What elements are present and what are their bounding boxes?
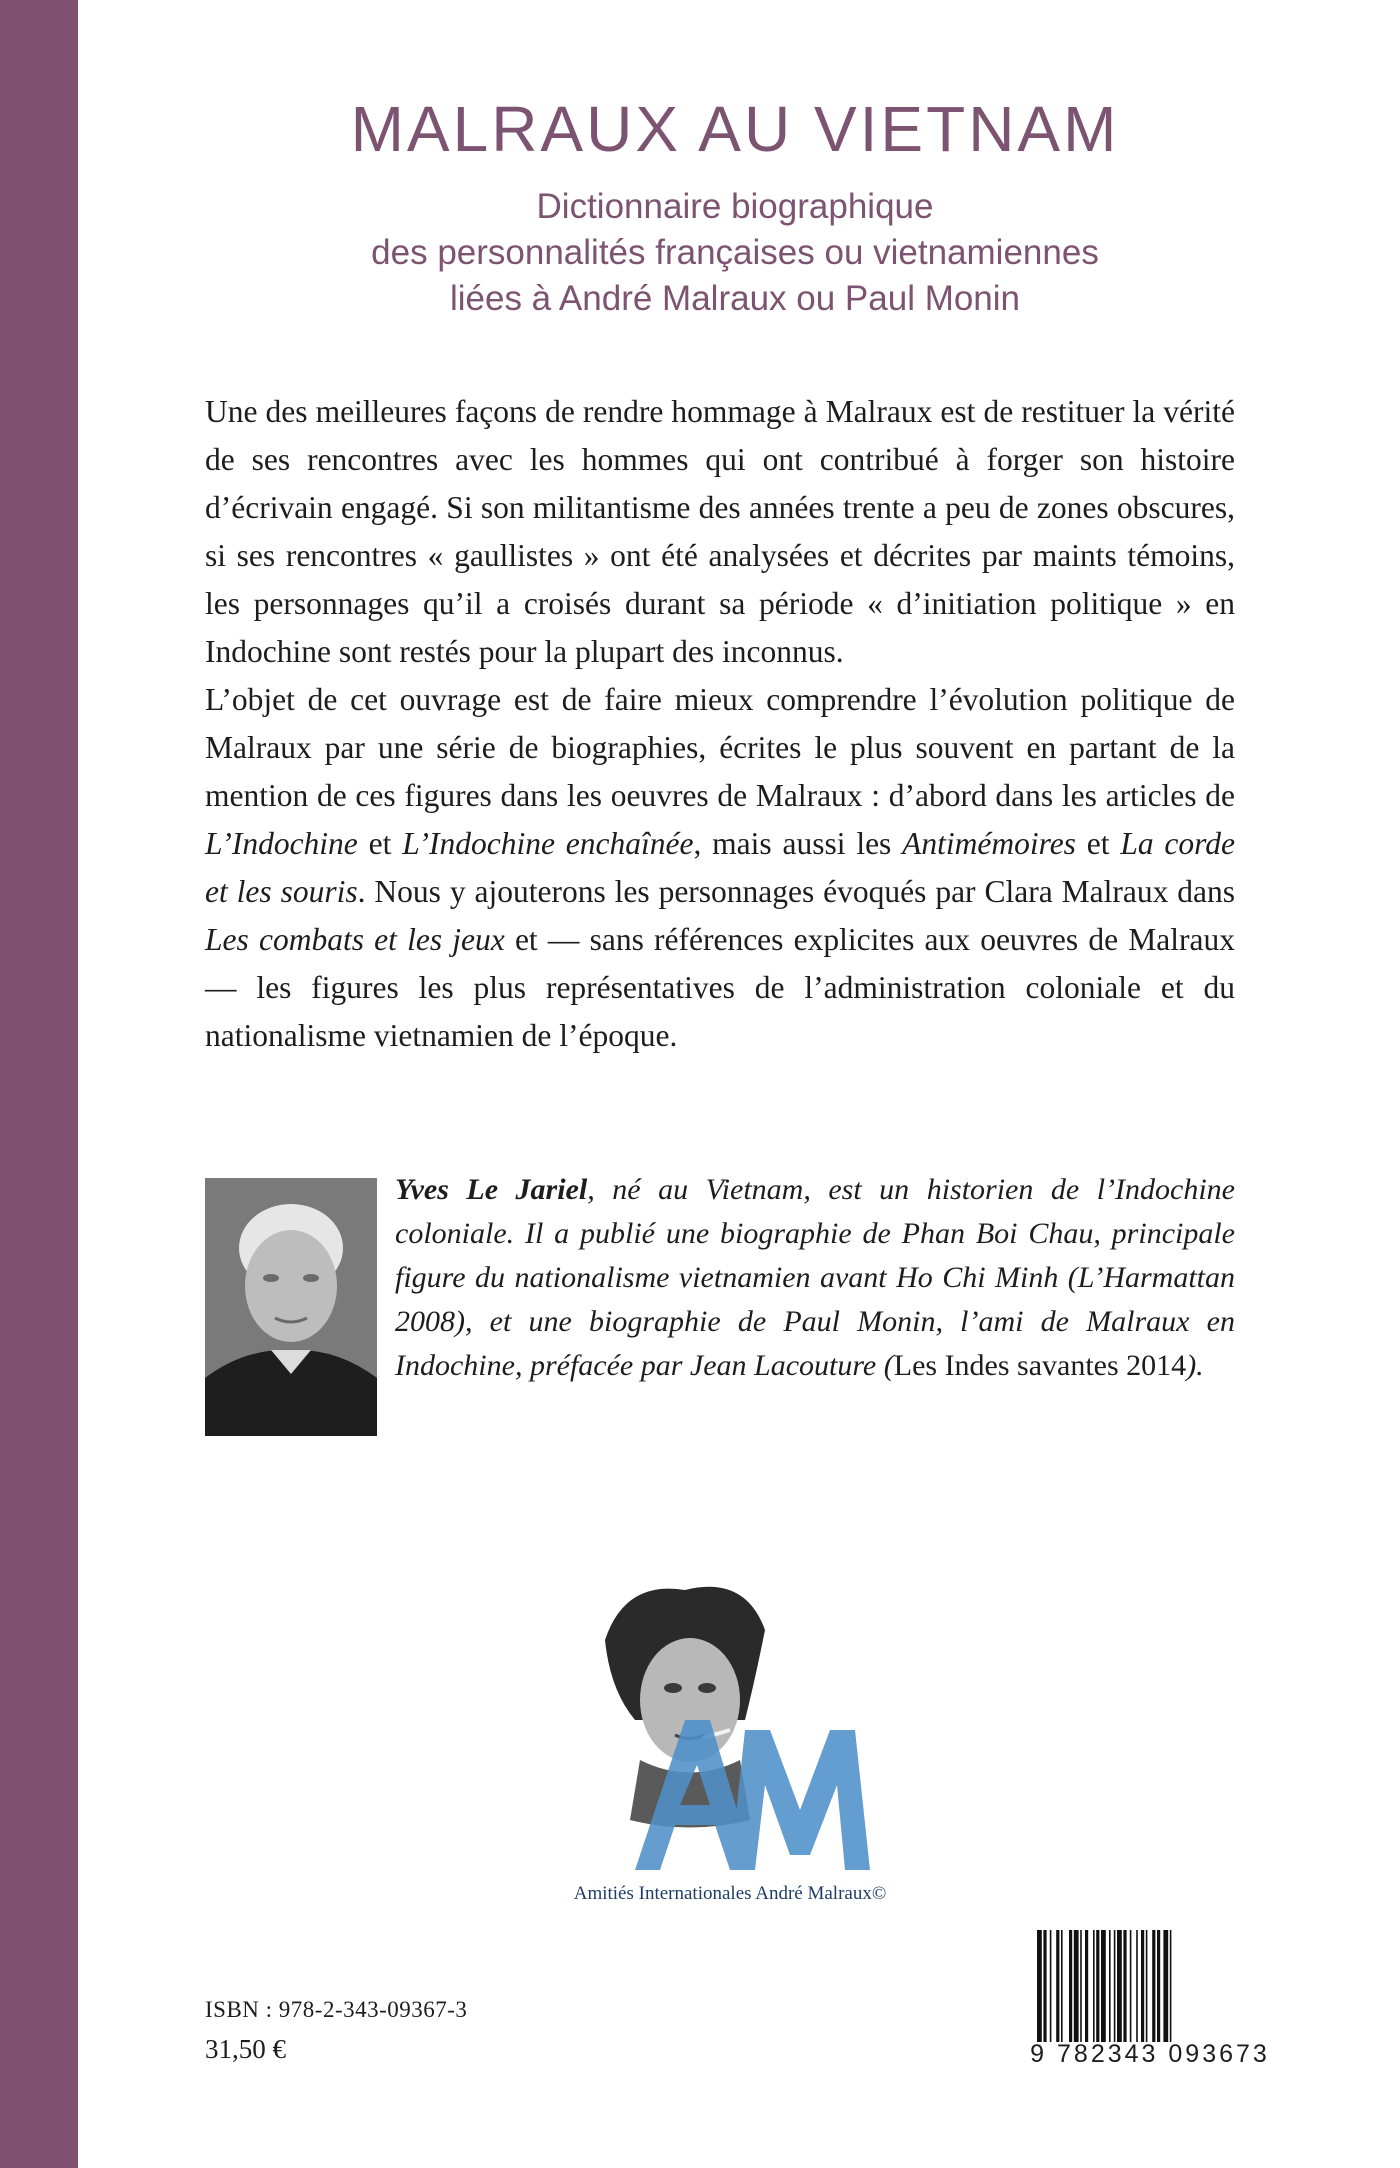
barcode-bar: [1117, 1930, 1122, 2042]
barcode-bar: [1101, 1930, 1106, 2042]
blurb-paragraph-1: Une des meilleures façons de rendre hommage à Malraux est de restituer la vérité de ses rencontres avec les hommes qui ont contribué à forger son histoire d’écrivain engagé. Si son militantisme des années trente a peu de zones obscures, si ses rencontres « gaullistes » ont été analysées et décrites par maints témoins, les personnages qu’il a croisés durant sa période « d’initiation politique » en Indochine sont restés pour la plupart des inconnus.: [205, 394, 1235, 669]
barcode-bar: [1043, 1930, 1046, 2042]
barcode-bar: [1130, 1930, 1132, 2042]
logo-caption: Amitiés Internationales André Malraux©: [573, 1883, 887, 1904]
barcode-bar: [1141, 1930, 1144, 2042]
subtitle-line: des personnalités françaises ou vietnamiennes: [371, 233, 1099, 272]
barcode-bar: [1056, 1930, 1059, 2042]
barcode-bar: [1109, 1930, 1111, 2042]
barcode-bar: [1136, 1930, 1138, 2042]
author-photo: [205, 1178, 377, 1436]
barcode: [1035, 1930, 1265, 2042]
subtitle-line: liées à André Malraux ou Paul Monin: [449, 279, 1021, 318]
work-title: Antimémoires: [902, 826, 1076, 861]
subtitle-line: Dictionnaire biographique: [536, 187, 934, 226]
barcode-bar: [1163, 1930, 1168, 2042]
barcode-bar: [1170, 1930, 1172, 2042]
subtitle: [140, 184, 1330, 322]
barcode-bar: [1096, 1930, 1099, 2042]
work-title: La corde et les souris: [205, 826, 1235, 909]
author-name: Yves Le Jariel: [395, 1173, 588, 1206]
author-bio: Yves Le Jariel, né au Vietnam, est un historien de l’Indochine coloniale. Il a publié une biographie de Phan Boi Chau, principale figure du nationalisme vietnamien avant Ho Chi Minh (L’Harmattan 2008), et une biographie de Paul Monin, l’ami de Malraux en Indochine, préfacée par Jean Lacouture (Les Indes savantes 2014).: [395, 1173, 1235, 1382]
barcode-bar: [1146, 1930, 1148, 2042]
back-cover-blurb: [205, 388, 1235, 1060]
barcode-bar: [1093, 1930, 1095, 2042]
spine: [0, 0, 78, 2168]
work-title: L’Indochine: [205, 826, 358, 861]
barcode-bar: [1037, 1930, 1042, 2042]
barcode-bar: [1123, 1930, 1126, 2042]
work-title: Les combats et les jeux: [205, 922, 505, 957]
barcode-bar: [1050, 1930, 1052, 2042]
barcode-bar: [1085, 1930, 1088, 2042]
aim-logo: [515, 1570, 935, 1880]
barcode-bar: [1069, 1930, 1072, 2042]
work-title: L’Indochine enchaînée: [402, 826, 694, 861]
price: 31,50 €: [205, 2034, 286, 2064]
barcode-digits: 9 782343 093673: [1030, 2040, 1270, 2068]
isbn: ISBN : 978-2-343-09367-3: [205, 1997, 468, 2022]
book-title: MALRAUX AU VIETNAM: [350, 93, 1120, 165]
barcode-bar: [1152, 1930, 1155, 2042]
barcode-bar: [1061, 1930, 1063, 2042]
barcode-bar: [1157, 1930, 1160, 2042]
barcode-bar: [1114, 1930, 1116, 2042]
barcode-bar: [1080, 1930, 1082, 2042]
blurb-paragraph-2: L’objet de cet ouvrage est de faire mieux comprendre l’évolution politique de Malraux par une série de biographies, écrites le plus souvent en partant de la mention de ces figures dans les oeuvres de Malraux : d’abord dans les articles de L’Indochine et L’Indochine enchaînée, mais aussi les Antimémoires et La corde et les souris. Nous y ajouterons les personnages évoqués par Clara Malraux dans Les combats et les jeux et — sans références explicites aux oeuvres de Malraux — les figures les plus représentatives de l’administration coloniale et du nationalisme vietnamien de l’époque.: [205, 682, 1236, 1053]
barcode-bar: [1074, 1930, 1079, 2042]
